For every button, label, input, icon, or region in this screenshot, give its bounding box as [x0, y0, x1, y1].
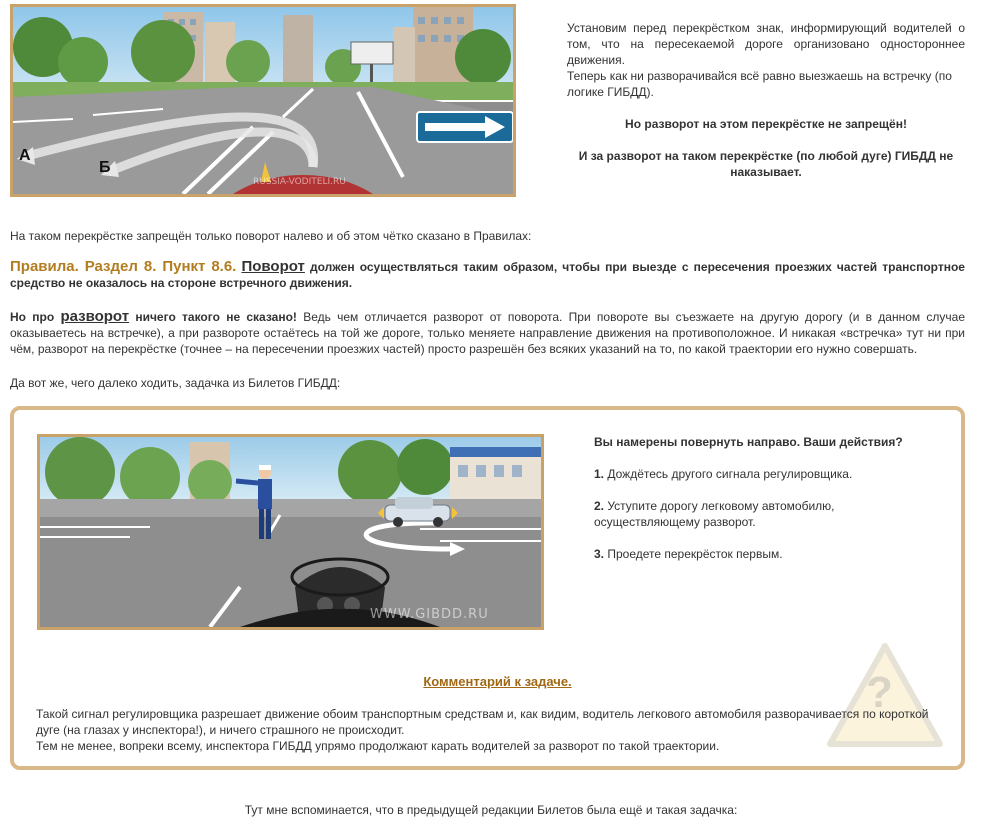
quiz-answer-2[interactable]: 2. Уступите дорогу легковому автомобилю, осуществляющему разворот.	[594, 499, 835, 529]
quiz-answer-1[interactable]: 1. Дождётесь другого сигнала регулировщика.	[594, 467, 853, 481]
rule-block	[10, 259, 965, 291]
uturn-lead: Но про	[10, 310, 55, 324]
quiz-question-block	[594, 434, 944, 562]
para-task: Да вот же, чего далеко ходить, задачка из Билетов ГИБДД:	[10, 376, 341, 390]
uturn-block	[10, 309, 965, 357]
para-forbidden: На таком перекрёстке запрещён только поворот налево и об этом чётко сказано в Правилах:	[10, 229, 532, 243]
rule-heading: Правила. Раздел 8. Пункт 8.6.	[10, 258, 237, 275]
intro-p1: Установим перед перекрёстком знак, информирующий водителей о том, что на пересекаемой дороге организовано одностороннее движения.	[567, 21, 965, 67]
comment-p2: Тем не менее, вопреки всему, инспектора ГИБДД упрямо продолжают карать водителей за разворот по такой траектории.	[36, 739, 720, 753]
comment-link[interactable]: Комментарий к задаче.	[423, 674, 572, 689]
uturn-word: разворот	[60, 308, 130, 325]
rule-text: должен осуществляться таким образом, чтобы при выезде с пересечения проезжих частей транспортное средство не оказалось на стороне встречного движения.	[10, 260, 965, 290]
intro-text	[567, 20, 965, 180]
intro-bold1: Но разворот на этом перекрёстке не запрещён!	[625, 117, 907, 131]
para-bottom: Тут мне вспоминается, что в предыдущей редакции Билетов была ещё и такая задачка:	[244, 803, 738, 817]
intro-bold2: И за разворот на таком перекрёстке (по любой дуге) ГИБДД не наказывает.	[578, 149, 954, 179]
label-a: А	[19, 147, 31, 164]
quiz-photo	[37, 434, 544, 630]
label-b: Б	[99, 159, 111, 176]
image-watermark: RUSSIA-VODITELI.RU	[253, 177, 346, 187]
intersection-illustration	[13, 7, 513, 194]
quiz-answer-3[interactable]: 3. Проедете перекрёсток первым.	[594, 547, 783, 561]
intro-p2: Теперь как ни разворачивайся всё равно выезжаешь на встречку (по логике ГИБДД).	[567, 69, 952, 99]
intersection-photo	[10, 4, 516, 197]
uturn-text: Ведь чем отличается разворот от поворота. При повороте вы съезжаете на другую дорогу (и в данном случае оказываетесь на встречке), а при развороте остаётесь на той же дороге, только меняете направление движения на противоположное. И никакая «встречка» тут ни при чём, разворот на перекрёстке (точнее – на пересечении проезжих частей) просто разрешён без всяких указаний на то, по какой траектории его нужно совершать.	[10, 310, 966, 356]
uturn-bold: ничего такого не сказано!	[135, 310, 297, 324]
quiz-question: Вы намерены повернуть направо. Ваши действия?	[594, 435, 903, 449]
comment-link-row	[10, 674, 982, 689]
quiz-image-watermark: WWW.GIBDD.RU	[370, 607, 489, 622]
comment-text	[36, 706, 936, 754]
comment-p1: Такой сигнал регулировщика разрешает движение обоим транспортным средствам и, как видим, водитель легкового автомобиля разворачивается по короткой дуге (на глазах у инспектора!), и ничего страшного не происходит.	[36, 707, 929, 737]
help-mark: ?	[866, 668, 893, 717]
quiz-illustration	[40, 437, 541, 627]
rule-word: Поворот	[241, 258, 305, 275]
